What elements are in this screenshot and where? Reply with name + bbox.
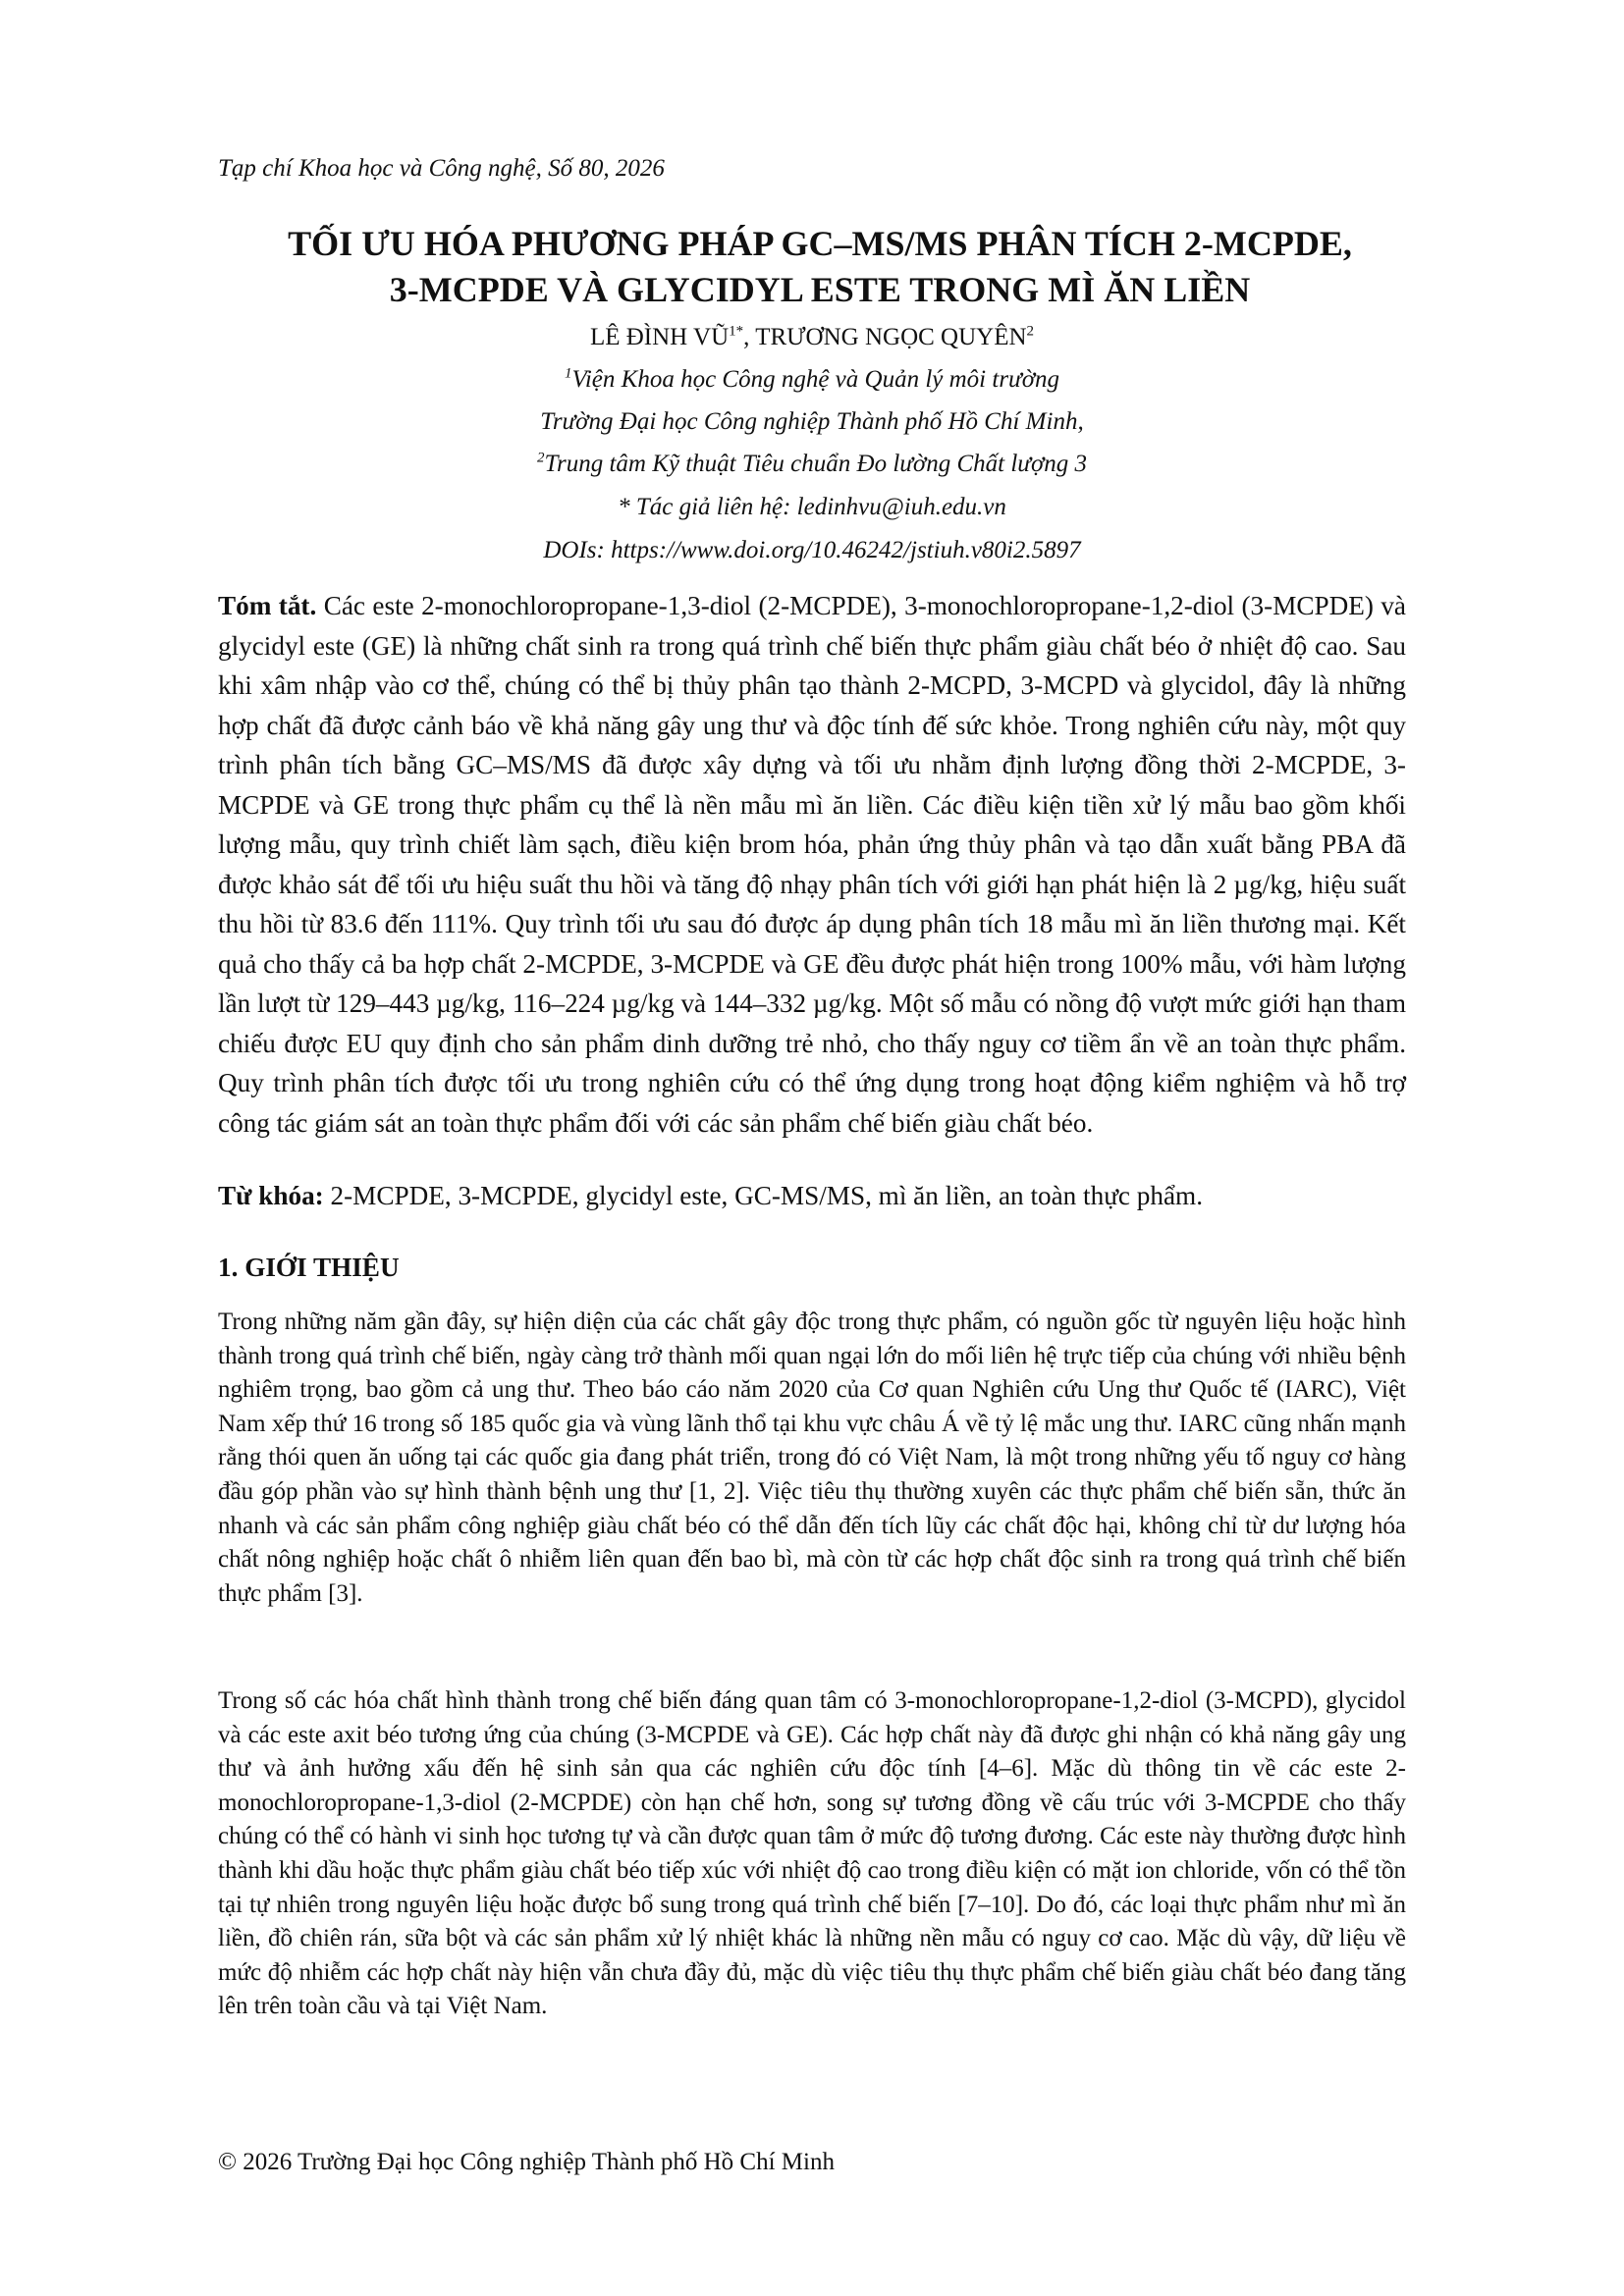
intro-paragraph-1: Trong những năm gần đây, sự hiện diện của các chất gây độc trong thực phẩm, có nguồn gốc từ nguyên liệu hoặc hình thành trong quá trình chế biến, ngày càng trở thành mối quan ngại lớn do mối liên hệ trực tiếp của chúng với nhiều bệnh nghiêm trọng, bao gồm cả ung thư. Theo báo cáo năm 2020 của Cơ quan Nghiên cứu Ung thư Quốc tế (IARC), Việt Nam xếp thứ 16 trong số 185 quốc gia và vùng lãnh thổ tại khu vực châu Á về tỷ lệ mắc ung thư. IARC cũng nhấn mạnh rằng thói quen ăn uống tại các quốc gia đang phát triển, trong đó có Việt Nam, là một trong những yếu tố nguy cơ hàng đầu góp phần vào sự hình thành bệnh ung thư [1, 2]. Việc tiêu thụ thường xuyên các thực phẩm chế biến sẵn, thức ăn nhanh và các sản phẩm công nghiệp giàu chất béo có thể dẫn đến tích lũy các chất độc hại, không chỉ từ dư lượng hóa chất nông nghiệp hoặc chất ô nhiễm liên quan đến bao bì, mà còn từ các hợp chất độc sinh ra trong quá trình chế biến thực phẩm [3]. [218, 1308, 1406, 1607]
affiliation-1-text: Viện Khoa học Công nghệ và Quản lý môi trường [571, 366, 1060, 393]
doi-link[interactable]: DOIs: https://www.doi.org/10.46242/jstiuh.v80i2.5897 [543, 537, 1081, 563]
author-separator: , [743, 324, 756, 350]
author-2-sup: 2 [1026, 323, 1035, 340]
keywords [218, 1181, 1406, 1211]
corresponding-author: * Tác giả liên hệ: ledinhvu@iuh.edu.vn [618, 494, 1006, 520]
author-1-name: LÊ ĐÌNH VŨ [589, 324, 730, 350]
affiliation-2-sup: 2 [536, 450, 545, 466]
journal-header: Tạp chí Khoa học và Công nghệ, Số 80, 2026 [218, 155, 665, 182]
author-line [218, 324, 1406, 351]
keywords-text: 2-MCPDE, 3-MCPDE, glycidyl este, GC-MS/MS, mì ăn liền, an toàn thực phẩm. [323, 1181, 1203, 1210]
keywords-label: Từ khóa: [218, 1181, 324, 1210]
abstract-text: Các este 2-monochloropropane-1,3-diol (2-MCPDE), 3-monochloropropane-1,2-diol (3-MCPDE) và glycidyl este (GE) là những chất sinh ra trong quá trình chế biến thực phẩm giàu chất béo ở nhiệt độ cao. Sau khi xâm nhập vào cơ thể, chúng có thể bị thủy phân tạo thành 2-MCPD, 3-MCPD và glycidol, đây là những hợp chất đã được cảnh báo về khả năng gây ung thư và độc tính đế sức khỏe. Trong nghiên cứu này, một quy trình phân tích bằng GC–MS/MS đã được xây dựng và tối ưu nhằm định lượng đồng thời 2-MCPDE, 3-MCPDE và GE trong thực phẩm cụ thể là nền mẫu mì ăn liền. Các điều kiện tiền xử lý mẫu bao gồm khối lượng mẫu, quy trình chiết làm sạch, điều kiện brom hóa, phản ứng thủy phân và tạo dẫn xuất bằng PBA đã được khảo sát để tối ưu hiệu suất thu hồi và tăng độ nhạy phân tích với giới hạn phát hiện là 2 µg/kg, hiệu suất thu hồi từ 83.6 đến 111%. Quy trình tối ưu sau đó được áp dụng phân tích 18 mẫu mì ăn liền thương mại. Kết quả cho thấy cả ba hợp chất 2-MCPDE, 3-MCPDE và GE đều được phát hiện trong 100% mẫu, với hàm lượng lần lượt từ 129–443 µg/kg, 116–224 µg/kg và 144–332 µg/kg. Một số mẫu có nồng độ vượt mức giới hạn tham chiếu được EU quy định cho sản phẩm dinh dưỡng trẻ nhỏ, cho thấy nguy cơ tiềm ẩn về an toàn thực phẩm. Quy trình phân tích được tối ưu trong nghiên cứu có thể ứng dụng trong hoạt động kiểm nghiệm và hỗ trợ công tác giám sát an toàn thực phẩm đối với các sản phẩm chế biến giàu chất béo. [218, 591, 1406, 1138]
affiliation-1-line-2: Trường Đại học Công nghiệp Thành phố Hồ Chí Minh, [540, 408, 1084, 435]
affiliation-2 [218, 451, 1406, 478]
abstract [218, 586, 1406, 1143]
author-2-name: TRƯƠNG NGỌC QUYÊN [755, 324, 1027, 350]
paper-title: TỐI ƯU HÓA PHƯƠNG PHÁP GC–MS/MS PHÂN TÍCH 2-MCPDE, 3-MCPDE VÀ GLYCIDYL ESTE TRONG MÌ ĂN LIỀN [288, 224, 1352, 309]
section-heading-introduction: 1. GIỚI THIỆU [218, 1253, 400, 1282]
affiliation-1 [218, 366, 1406, 394]
intro-paragraph-2: Trong số các hóa chất hình thành trong chế biến đáng quan tâm có 3-monochloropropane-1,2-diol (3-MCPD), glycidol và các este axit béo tương ứng của chúng (3-MCPDE và GE). Các hợp chất này đã được ghi nhận có khả năng gây ung thư và ảnh hưởng xấu đến hệ sinh sản qua các nghiên cứu độc tính [4–6]. Mặc dù thông tin về các este 2-monochloropropane-1,3-diol (2-MCPDE) còn hạn chế hơn, song sự tương đồng về cấu trúc với 3-MCPDE cho thấy chúng có thể có hành vi sinh học tương tự và cần được quan tâm ở mức độ tương đương. Các este này thường được hình thành khi dầu hoặc thực phẩm giàu chất béo tiếp xúc với nhiệt độ cao trong điều kiện có mặt ion chloride, vốn có thể tồn tại tự nhiên trong nguyên liệu hoặc được bổ sung trong quá trình chế biến [7–10]. Do đó, các loại thực phẩm như mì ăn liền, đồ chiên rán, sữa bột và các sản phẩm xử lý nhiệt khác là những nền mẫu có nguy cơ cao. Mặc dù vậy, dữ liệu về mức độ nhiễm các hợp chất này hiện vẫn chưa đầy đủ, mặc dù việc tiêu thụ thực phẩm chế biến giàu chất béo đang tăng lên trên toàn cầu và tại Việt Nam. [218, 1687, 1406, 2020]
affiliation-1-sup: 1 [564, 365, 572, 382]
page-footer: © 2026 Trường Đại học Công nghiệp Thành phố Hồ Chí Minh [218, 2149, 835, 2175]
abstract-label: Tóm tắt. [218, 591, 317, 620]
affiliation-2-text: Trung tâm Kỹ thuật Tiêu chuẩn Đo lường Chất lượng 3 [544, 451, 1088, 477]
author-1-sup: 1* [729, 323, 744, 340]
